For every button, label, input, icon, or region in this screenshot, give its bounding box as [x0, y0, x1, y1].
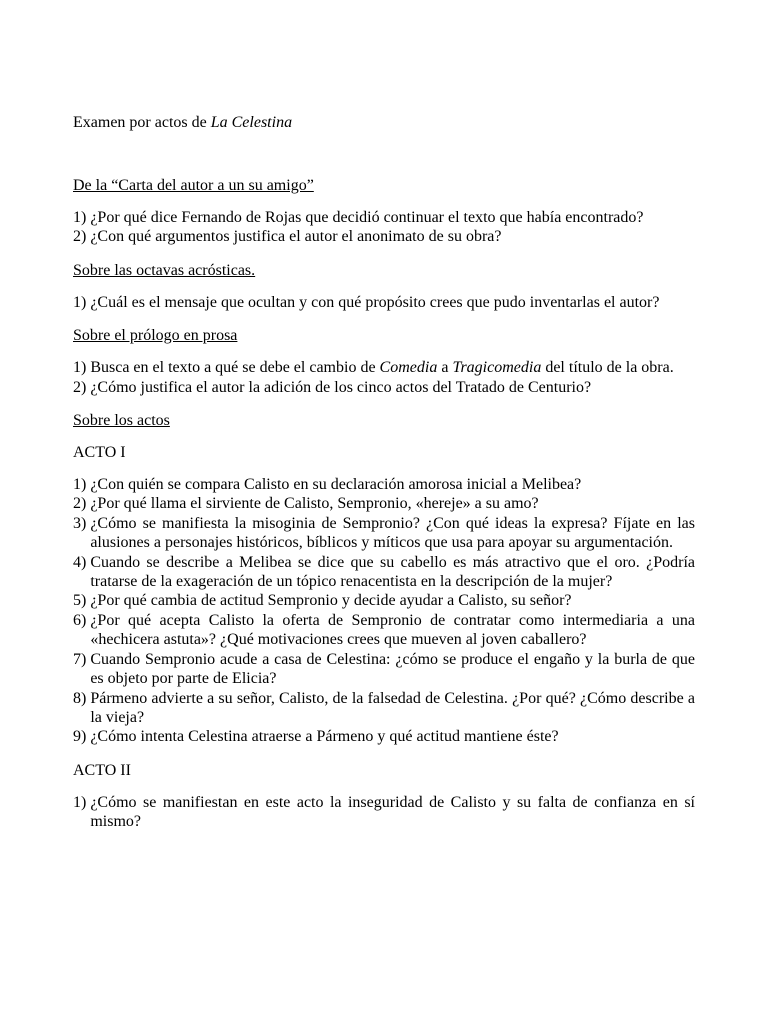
document-title [73, 112, 695, 134]
section-heading-carta: De la “Carta del autor a un su amigo” [73, 177, 314, 194]
question-item [73, 293, 695, 312]
question-number: 1) [73, 476, 91, 494]
question-number: 1) [73, 293, 91, 311]
question-item [73, 727, 695, 746]
question-text: ¿Por qué dice Fernando de Rojas que decidió continuar el texto que había encontrado? [90, 209, 644, 226]
act-heading-1: ACTO I [73, 444, 126, 462]
title-text: Examen por actos de [73, 114, 211, 131]
question-list-acto-2 [73, 793, 695, 832]
question-item [73, 689, 695, 728]
question-text [90, 358, 695, 377]
question-text-part: Busca en el texto a qué se debe el cambio de [90, 359, 380, 377]
question-number: 1) [73, 209, 91, 226]
question-number: 2) [73, 495, 91, 513]
question-list-carta [73, 208, 695, 247]
question-list-prologo [73, 358, 695, 397]
act-heading-2: ACTO II [73, 761, 131, 779]
question-text: ¿Por qué cambia de actitud Sempronio y decide ayudar a Calisto, su señor? [90, 592, 572, 610]
question-item [73, 475, 695, 494]
question-item [73, 208, 695, 227]
question-item [73, 553, 695, 592]
question-item [73, 650, 695, 689]
question-text: ¿Cómo intenta Celestina atraerse a Pármeno y qué actitud mantiene éste? [90, 728, 559, 746]
question-item [73, 227, 695, 246]
question-number: 6) [73, 611, 91, 629]
question-text: Cuando Sempronio acude a casa de Celestina: ¿cómo se produce el engaño y la burla de que es objeto por parte de Elicia? [90, 650, 695, 688]
question-item [73, 793, 695, 832]
question-text: ¿Con quién se compara Calisto en su declaración amorosa inicial a Melibea? [90, 476, 582, 494]
question-item [73, 358, 695, 377]
question-item [73, 611, 695, 650]
question-text: Cuando se describe a Melibea se dice que su cabello es más atractivo que el oro. ¿Podría tratarse de la exageración de un tópico renacentista en la descripción de la mujer? [90, 553, 695, 591]
question-text: ¿Cómo se manifiesta la misoginia de Sempronio? ¿Con qué ideas la expresa? Fíjate en las alusiones a personajes históricos, bíblicos y míticos que usa para apoyar su argumentación. [90, 514, 695, 552]
question-number: 4) [73, 553, 91, 571]
question-number: 9) [73, 728, 91, 746]
question-number: 5) [73, 592, 91, 610]
question-text: ¿Cómo se manifiestan en este acto la inseguridad de Calisto y su falta de confianza en sí mismo? [90, 793, 695, 831]
question-text: ¿Por qué acepta Calisto la oferta de Sempronio de contratar como intermediaria a una «hechicera astuta»? ¿Qué motivaciones crees que mueven al joven caballero? [90, 611, 695, 649]
question-text-part: del título de la obra. [541, 359, 674, 377]
question-list-acto-1 [73, 475, 695, 747]
question-item [73, 514, 695, 553]
question-text: ¿Cómo justifica el autor la adición de los cinco actos del Tratado de Centurio? [90, 378, 592, 396]
question-item [73, 378, 695, 397]
question-number: 3) [73, 514, 91, 532]
question-text: ¿Cuál es el mensaje que ocultan y con qué propósito crees que pudo inventarlas el autor? [90, 293, 660, 311]
section-heading-prologo: Sobre el prólogo en prosa [73, 327, 238, 345]
question-text: ¿Con qué argumentos justifica el autor el anonimato de su obra? [90, 228, 502, 246]
question-item [73, 591, 695, 610]
question-number: 2) [73, 228, 91, 246]
document-body [73, 112, 695, 846]
question-italic-comedia: Comedia [379, 359, 438, 377]
question-number: 1) [73, 793, 91, 811]
question-text: Pármeno advierte a su señor, Calisto, de la falsedad de Celestina. ¿Por qué? ¿Cómo describe a la vieja? [90, 689, 695, 726]
question-text: ¿Por qué llama el sirviente de Calisto, Sempronio, «hereje» a su amo? [90, 495, 539, 513]
question-number: 2) [73, 378, 91, 396]
question-italic-tragicomedia: Tragicomedia [452, 359, 542, 377]
question-number: 1) [73, 359, 91, 377]
question-text-part: a [437, 359, 453, 377]
section-heading-actos: Sobre los actos [73, 412, 170, 430]
question-number: 8) [73, 689, 91, 707]
section-heading-octavas: Sobre las octavas acrósticas. [73, 261, 256, 279]
title-italic: La Celestina [210, 114, 293, 131]
question-item [73, 494, 695, 513]
question-list-octavas [73, 293, 695, 312]
question-number: 7) [73, 650, 91, 668]
